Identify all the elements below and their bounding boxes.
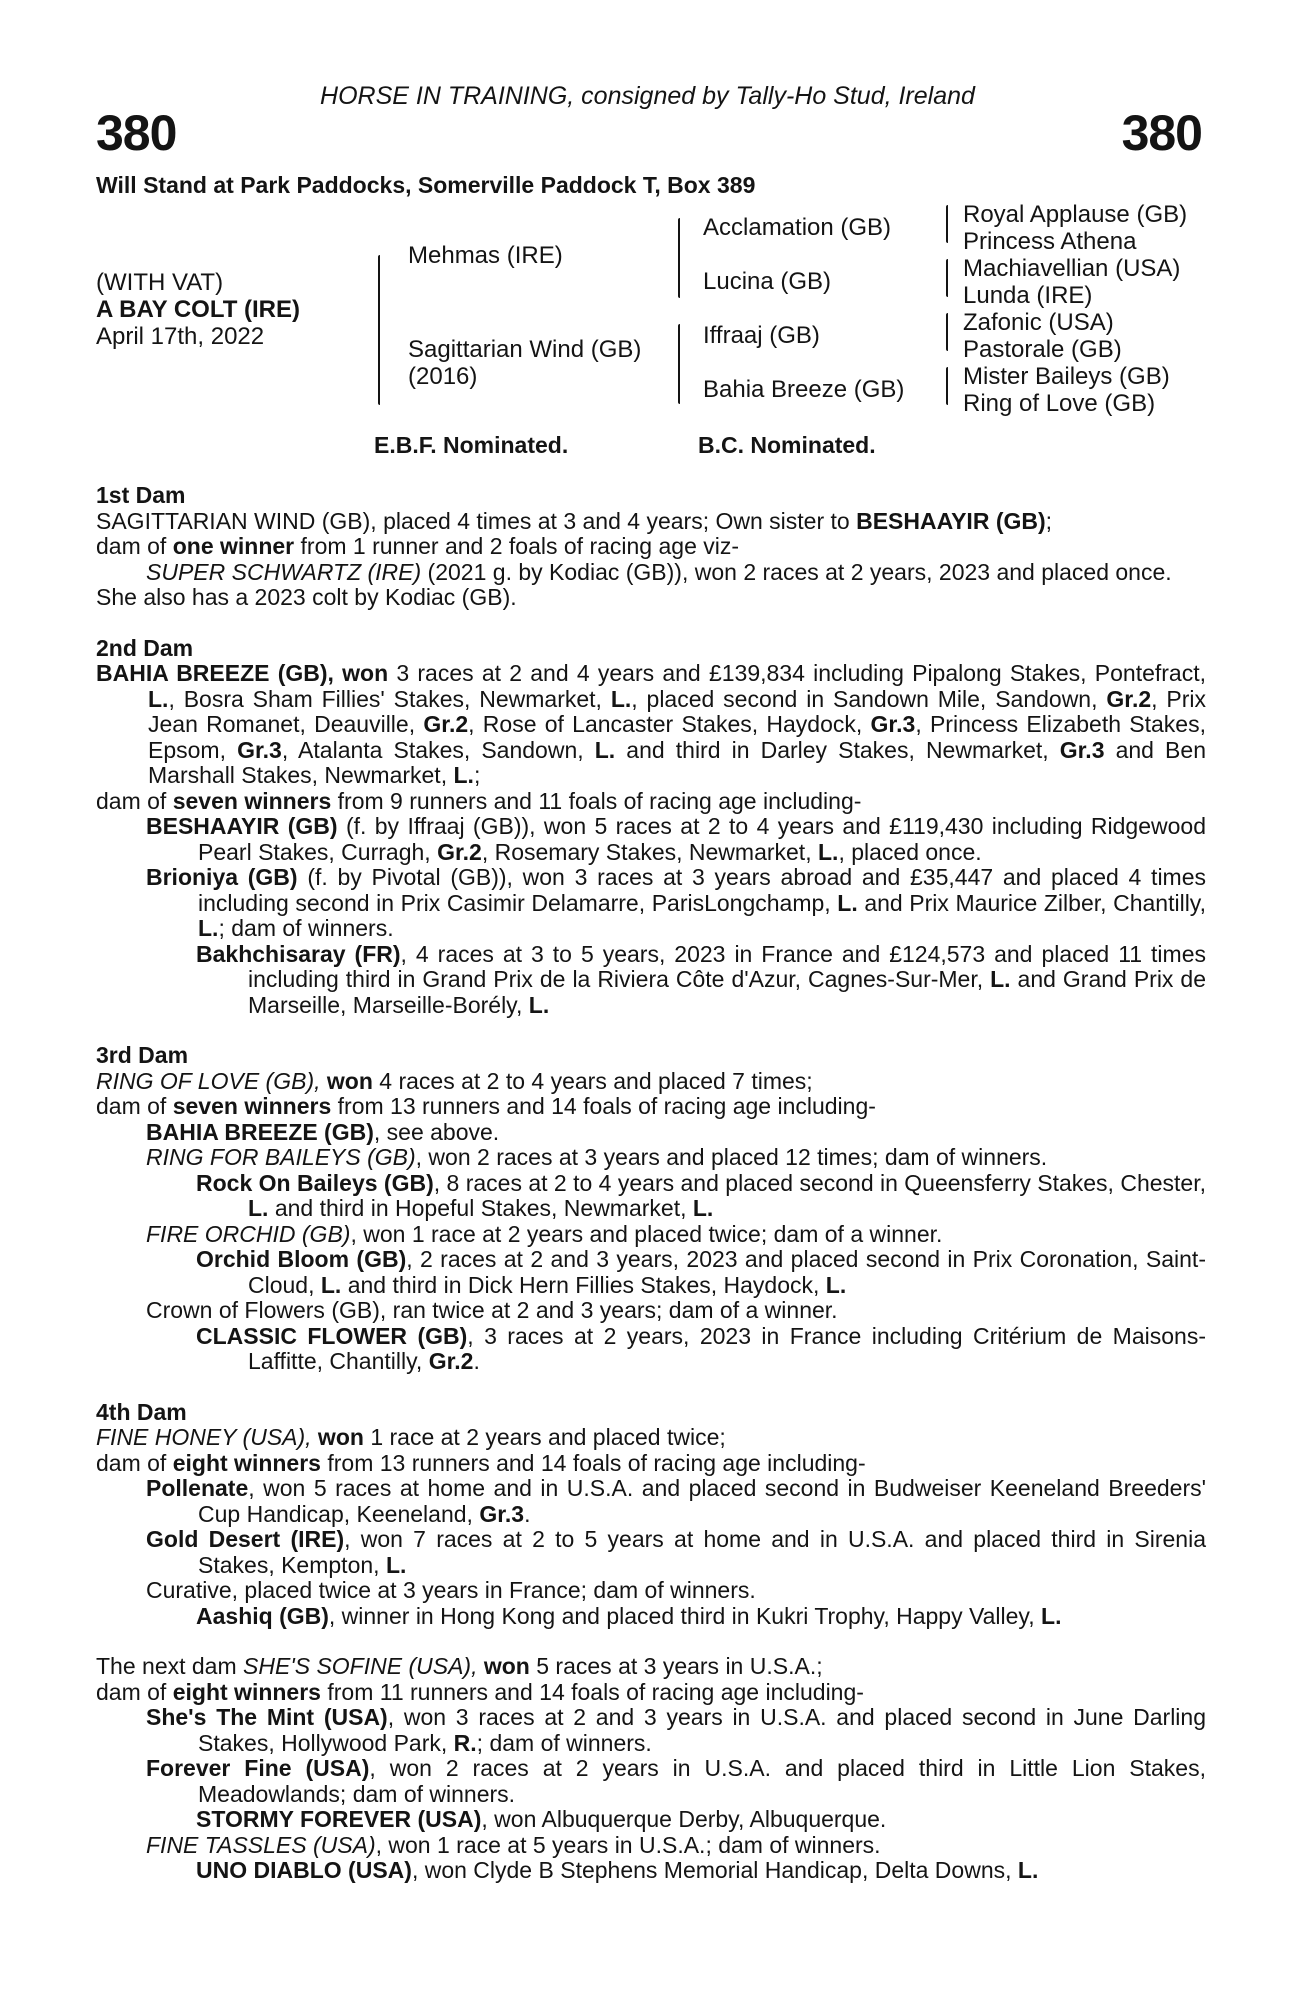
pedigree-sire: Mehmas (IRE): [408, 242, 563, 269]
next-dam-grandfoal-1: STORMY FOREVER (USA), won Albuquerque Derby, Albuquerque.: [196, 1806, 887, 1832]
third-dam-summary: RING OF LOVE (GB), won 4 races at 2 to 4 years and placed 7 times;: [96, 1067, 813, 1094]
consignor-line: HORSE IN TRAINING, consigned by Tally-Ho Stud, Ireland: [320, 82, 975, 110]
pedigree-dam-dam: Bahia Breeze (GB): [703, 376, 905, 403]
catalogue-body: [96, 483, 1206, 1884]
second-dam-foal-2: Brioniya (GB) (f. by Pivotal (GB)), won 3 races at 3 years abroad and £35,447 and placed 4 times including second in Prix Casimir Delamarre, ParisLongchamp, L. and Prix Maurice Zilber, Chantilly, L.; dam of winners.: [146, 864, 1207, 941]
third-dam-foal-2: RING FOR BAILEYS (GB), won 2 races at 3 years and placed 12 times; dam of winners.: [146, 1144, 1048, 1170]
next-dam-grandfoal-2: UNO DIABLO (USA), won Clyde B Stephens Memorial Handicap, Delta Downs, L.: [196, 1857, 1039, 1883]
stand-location: Will Stand at Park Paddocks, Somerville Paddock T, Box 389: [96, 172, 756, 198]
pedigree-g1: Royal Applause (GB): [963, 201, 1188, 228]
first-dam-summary: SAGITTARIAN WIND (GB), placed 4 times at 3 and 4 years; Own sister to BESHAAYIR (GB);: [96, 507, 1053, 534]
pedigree-g2: Princess Athena: [963, 228, 1137, 255]
fourth-dam-foal-3: Curative, placed twice at 3 years in France; dam of winners.: [146, 1577, 756, 1603]
pedigree-g5: Zafonic (USA): [963, 309, 1114, 336]
vat-note: (WITH VAT): [96, 269, 224, 296]
second-dam-heading: 2nd Dam: [96, 634, 194, 661]
third-dam-foal-3: FIRE ORCHID (GB), won 1 race at 2 years and placed twice; dam of a winner.: [146, 1220, 943, 1247]
fourth-dam-heading: 4th Dam: [96, 1398, 187, 1425]
first-dam-heading: 1st Dam: [96, 482, 186, 508]
fourth-dam-summary: FINE HONEY (USA), won 1 race at 2 years and placed twice;: [96, 1424, 726, 1450]
next-dam-produce: dam of eight winners from 11 runners and 14 foals of racing age including-: [96, 1678, 864, 1705]
lot-number-left: 380: [96, 105, 177, 161]
pedigree-dam-sire: Iffraaj (GB): [703, 322, 820, 349]
third-dam-heading: 3rd Dam: [96, 1042, 189, 1068]
horse-name: A BAY COLT (IRE): [96, 296, 301, 323]
second-dam-foal-1: BESHAAYIR (GB) (f. by Iffraaj (GB)), won 5 races at 2 to 4 years and £119,430 including Ridgewood Pearl Stakes, Curragh, Gr.2, Rosemary Stakes, Newmarket, L., placed once.: [146, 813, 1207, 865]
first-dam-produce: dam of one winner from 1 runner and 2 foals of racing age viz-: [96, 533, 740, 559]
fourth-dam-foal-1: Pollenate, won 5 races at home and in U.S.A. and placed second in Budweiser Keeneland Breeders' Cup Handicap, Keeneland, Gr.3.: [146, 1475, 1206, 1527]
pedigree-g7: Mister Baileys (GB): [963, 363, 1170, 390]
third-dam-foal-1: BAHIA BREEZE (GB), see above.: [146, 1118, 500, 1145]
pedigree-g4: Lunda (IRE): [963, 282, 1093, 309]
pedigree-sire-sire: Acclamation (GB): [703, 214, 892, 241]
first-dam-foal-1: SUPER SCHWARTZ (IRE) (2021 g. by Kodiac (GB)), won 2 races at 2 years, 2023 and placed once.: [146, 558, 1172, 585]
bc-nominated: B.C. Nominated.: [698, 432, 876, 458]
next-dam-summary: The next dam SHE'S SOFINE (USA), won 5 races at 3 years in U.S.A.;: [96, 1653, 823, 1679]
second-dam-produce: dam of seven winners from 9 runners and 11 foals of racing age including-: [96, 787, 862, 814]
fourth-dam-foal-2: Gold Desert (IRE), won 7 races at 2 to 5 years at home and in U.S.A. and placed third in Sirenia Stakes, Kempton, L.: [146, 1526, 1206, 1578]
lot-number-right: 380: [1121, 105, 1202, 161]
third-dam-produce: dam of seven winners from 13 runners and 14 foals of racing age including-: [96, 1093, 876, 1119]
third-dam-grandfoal-2: Orchid Bloom (GB), 2 races at 2 and 3 years, 2023 and placed second in Prix Coronation, Saint-Cloud, L. and third in Dick Hern Fillies Stakes, Haydock, L.: [196, 1246, 1206, 1298]
ebf-nominated: E.B.F. Nominated.: [374, 432, 569, 458]
pedigree-g8: Ring of Love (GB): [963, 390, 1156, 417]
pedigree-g6: Pastorale (GB): [963, 336, 1122, 363]
pedigree-dam-year: (2016): [408, 363, 478, 390]
next-dam-foal-2: Forever Fine (USA), won 2 races at 2 years in U.S.A. and placed third in Little Lion Stakes, Meadowlands; dam of winners.: [146, 1755, 1206, 1807]
next-dam-foal-3: FINE TASSLES (USA), won 1 race at 5 years in U.S.A.; dam of winners.: [146, 1831, 881, 1858]
next-dam-foal-1: She's The Mint (USA), won 3 races at 2 and 3 years in U.S.A. and placed second in June Darling Stakes, Hollywood Park, R.; dam of winners.: [146, 1704, 1207, 1756]
first-dam-foal-2: She also has a 2023 colt by Kodiac (GB).: [96, 584, 517, 610]
pedigree-dam: Sagittarian Wind (GB): [408, 336, 642, 363]
second-dam-grandfoal-1: Bakhchisaray (FR), 4 races at 3 to 5 years, 2023 in France and £124,573 and placed 11 times including third in Grand Prix de la Riviera Côte d'Azur, Cagnes-Sur-Mer, L. and Grand Prix de Marseille, Marseille-Borély, L.: [196, 940, 1206, 1018]
fourth-dam-grandfoal-1: Aashiq (GB), winner in Hong Kong and placed third in Kukri Trophy, Happy Valley, L.: [196, 1602, 1062, 1629]
fourth-dam-produce: dam of eight winners from 13 runners and 14 foals of racing age including-: [96, 1449, 866, 1476]
foaling-date: April 17th, 2022: [96, 323, 265, 350]
third-dam-grandfoal-1: Rock On Baileys (GB), 8 races at 2 to 4 years and placed second in Queensferry Stakes, Chester, L. and third in Hopeful Stakes, Newmarket, L.: [196, 1169, 1206, 1221]
second-dam-summary: BAHIA BREEZE (GB), won 3 races at 2 and 4 years and £139,834 including Pipalong Stakes, Pontefract, L., Bosra Sham Fillies' Stakes, Newmarket, L., placed second in Sandown Mile, Sandown, Gr.2, Prix Jean Romanet, Deauville, Gr.2, Rose of Lancaster Stakes, Haydock, Gr.3, Princess Elizabeth Stakes, Epsom, Gr.3, Atalanta Stakes, Sandown, L. and third in Darley Stakes, Newmarket, Gr.3 and Ben Marshall Stakes, Newmarket, L.;: [96, 660, 1207, 788]
pedigree-g3: Machiavellian (USA): [963, 255, 1181, 282]
third-dam-grandfoal-3: CLASSIC FLOWER (GB), 3 races at 2 years, 2023 in France including Critérium de Maisons-Laffitte, Chantilly, Gr.2.: [196, 1322, 1206, 1374]
pedigree-sire-dam: Lucina (GB): [703, 268, 832, 295]
third-dam-foal-4: Crown of Flowers (GB), ran twice at 2 and 3 years; dam of a winner.: [146, 1297, 838, 1323]
